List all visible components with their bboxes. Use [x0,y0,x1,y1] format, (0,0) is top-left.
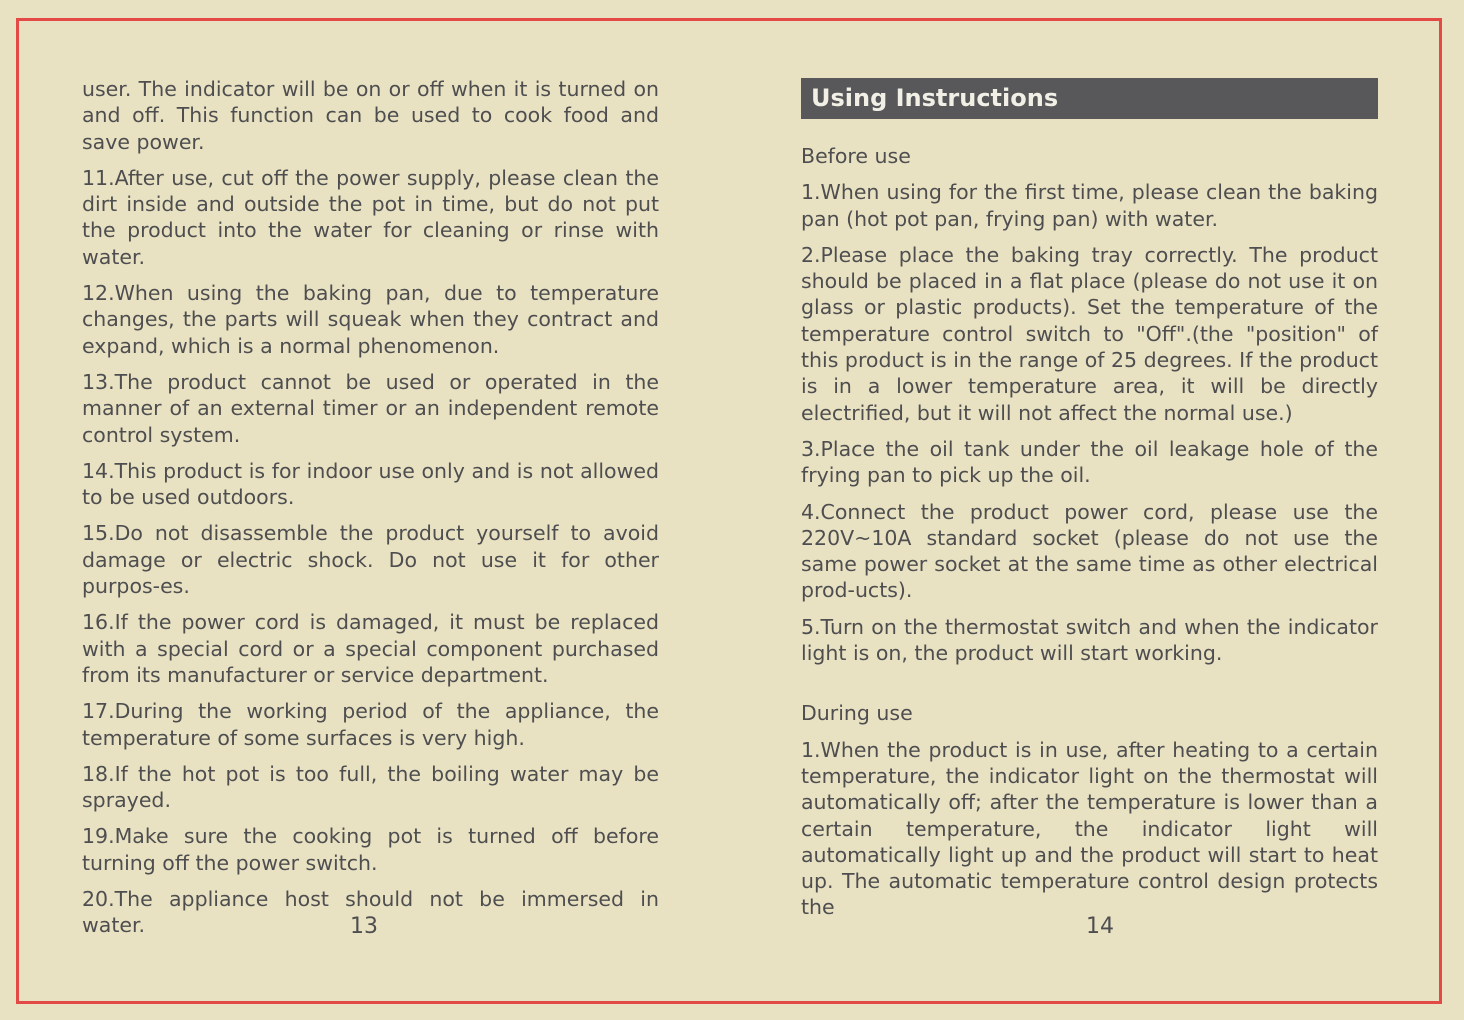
list-item: 18.If the hot pot is too full, the boiling water may be sprayed. [82,761,659,813]
before-use-heading: Before use [801,144,911,168]
section-title: Using Instructions [801,78,1378,119]
continued-paragraph: user. The indicator will be on or off when it is turned on and off. This function can be used to cook food and save power. [82,77,659,154]
list-item: 3.Place the oil tank under the oil leakage hole of the frying pan to pick up the oil. [801,436,1378,488]
list-item: 20.The appliance host should not be immersed in water. [82,887,659,938]
list-item: 14.This product is for indoor use only and is not allowed to be used outdoors. [82,458,659,510]
right-page-column [801,76,1378,920]
list-item: 19.Make sure the cooking pot is turned off before turning off the power switch. [82,824,659,875]
list-item: 17.During the working period of the appliance, the temperature of some surfaces is very high. [82,699,659,750]
list-item: 11.After use, cut off the power supply, please clean the dirt inside and outside the pot in time, but do not put the product into the water for cleaning or rinse with water. [82,165,659,269]
during-use-heading: During use [801,701,913,726]
list-item: 1.When using for the first time, please clean the baking pan (hot pot pan, frying pan) with water. [801,180,1378,231]
list-item: 1.When the product is in use, after heating to a certain temperature, the indicator light on the thermostat will automatically off; after the temperature is lower than a certain temperature, the indicator light will automatically light up and the product will start to heat up. The automatic temperature control design protects the [801,737,1378,920]
list-item: 4.Connect the product power cord, please use the 220V~10A standard socket (please do not use the same power socket at the same time as other electrical prod-ucts). [801,499,1378,603]
list-item: 15.Do not disassemble the product yourself to avoid damage or electric shock. Do not use it for other purpos-es. [82,521,659,599]
page-number-left: 13 [350,914,378,939]
list-item: 2.Please place the baking tray correctly. The product should be placed in a flat place (please do not use it on glass or plastic products). Set the temperature of the temperature control switch to "Off".(the "position" of this product is in the range of 25 degrees. If the product is in a lower temperature area, it will be directly electrified, but it will not affect the normal use.) [801,242,1378,425]
list-item: 16.If the power cord is damaged, it must be replaced with a special cord or a special component purchased from its manufacturer or service department. [82,610,659,687]
left-page-column [82,76,659,949]
list-item: 13.The product cannot be used or operated in the manner of an external timer or an independent remote control system. [82,369,659,447]
list-item: 12.When using the baking pan, due to temperature changes, the parts will squeak when they contract and expand, which is a normal phenomenon. [82,281,659,358]
page-number-right: 14 [1086,914,1114,939]
list-item: 5.Turn on the thermostat switch and when the indicator light is on, the product will start working. [801,614,1378,666]
